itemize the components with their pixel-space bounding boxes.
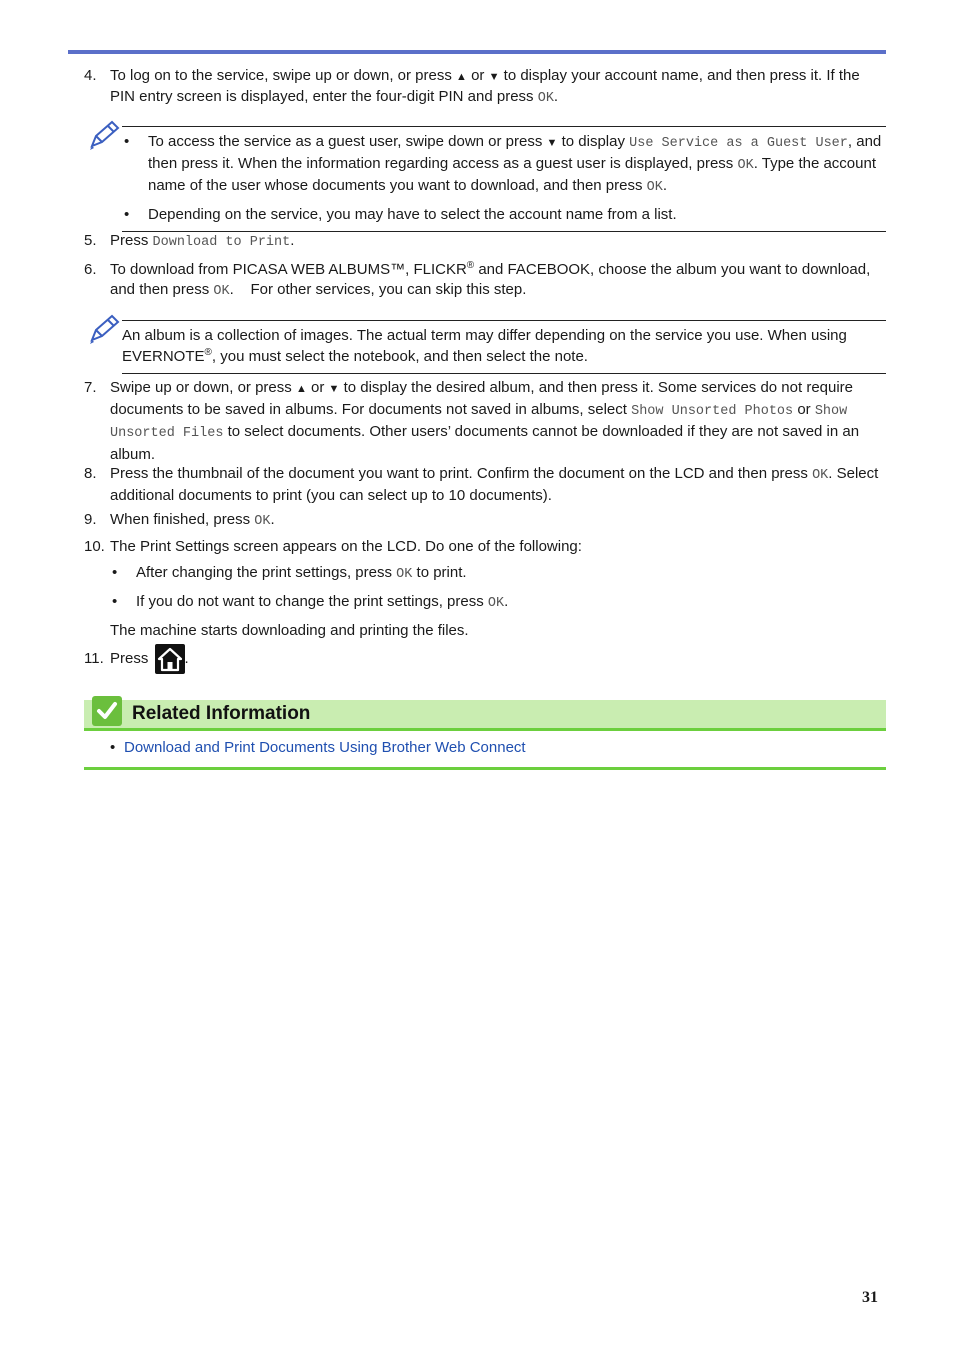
step-text: To download from PICASA WEB ALBUMS™, FLICKR: [110, 261, 467, 278]
show-unsorted-photos-code: Show Unsorted Photos: [631, 403, 794, 419]
note-text: .: [662, 177, 668, 194]
step-6: [84, 260, 886, 302]
page-number: 31: [862, 1289, 878, 1306]
step-number: 11.: [84, 650, 104, 667]
step-text: or: [311, 379, 325, 396]
bullet: •: [124, 133, 130, 150]
ok-code: OK: [737, 158, 754, 173]
ok-code: OK: [812, 468, 829, 483]
up-arrow-icon: ▲: [456, 71, 467, 83]
ok-code: OK: [646, 180, 663, 195]
step-number: 4.: [84, 67, 97, 84]
down-arrow-icon: ▼: [546, 137, 558, 149]
checkmark-icon: [92, 696, 122, 726]
step-11: [84, 648, 886, 678]
step-text: The Print Settings screen appears on the LCD. Do one of the following:: [110, 538, 582, 555]
step-text: Press: [110, 650, 149, 667]
step-text: .: [270, 511, 275, 528]
step-9: [84, 510, 886, 532]
note-text: . Type the account name of the user whose documents you want to download, and then press: [148, 155, 876, 194]
step-10: [84, 537, 886, 641]
step-text: If you do not want to change the print settings, press: [136, 593, 484, 610]
note-text: , you must select the notebook, and then select the note.: [211, 348, 588, 365]
ok-code: OK: [213, 284, 230, 299]
ok-code: OK: [487, 596, 505, 611]
bullet: •: [112, 564, 118, 581]
down-arrow-icon: ▼: [328, 383, 340, 395]
step-number: 9.: [84, 511, 97, 528]
pencil-icon: [86, 120, 120, 152]
step-5: [84, 231, 886, 253]
related-bottom-rule: [84, 767, 886, 770]
step-number: 8.: [84, 465, 97, 482]
related-links-list: [84, 738, 886, 758]
ok-code: OK: [254, 514, 271, 529]
step-number: 10.: [84, 538, 105, 555]
down-arrow-icon: ▼: [488, 71, 500, 83]
bullet: •: [110, 739, 116, 756]
step-text: or: [471, 67, 485, 84]
step-4: [84, 66, 886, 109]
show-unsorted-files-code: Show Unsorted Files: [110, 403, 848, 441]
up-arrow-icon: ▲: [295, 383, 307, 395]
related-information-header: [84, 700, 886, 731]
step-number: 7.: [84, 379, 97, 396]
download-to-print-code: Download to Print: [152, 235, 291, 250]
note-bullet: [122, 132, 886, 198]
step-text: or: [797, 400, 811, 418]
step-8: [84, 464, 886, 506]
note-text: to display: [561, 133, 625, 150]
step-number: 6.: [84, 261, 97, 278]
step-text: .: [553, 88, 559, 105]
note-bullet: [122, 205, 886, 225]
note-text: To access the service as a guest user, swipe down or press: [148, 133, 543, 150]
step-text: and FACEBOOK, choose the album you want to download, and then press: [110, 261, 871, 298]
pencil-icon: [86, 314, 120, 346]
note-text: , and then press it. When the information regarding access as a guest user is displayed, press: [148, 133, 882, 172]
home-icon: [155, 644, 185, 674]
step-text: Swipe up or down, or press: [110, 379, 292, 396]
note-text: An album is a collection of images. The actual term may differ depending on the service you use. When using EVERNOTE: [122, 327, 847, 365]
step-text: .: [504, 593, 509, 610]
bullet: •: [112, 593, 118, 610]
step-text: . Select additional documents to print (you can select up to 10 documents).: [110, 465, 879, 504]
step-text: When finished, press: [110, 511, 251, 528]
step-text: to display the desired album, and then press it. Some services do not require documents to be saved in albums. For documents not saved in albums, select: [110, 379, 854, 418]
bullet: •: [124, 206, 130, 223]
step-text: Press the thumbnail of the document you want to print. Confirm the document on the LCD and then press: [110, 465, 808, 482]
guest-code: Use Service as a Guest User: [629, 136, 848, 151]
step-sub-bullet: [110, 563, 886, 585]
list-item: [84, 738, 886, 758]
step-sub-bullet: [110, 592, 886, 614]
step-number: 5.: [84, 232, 97, 249]
step-text: to select documents. Other users’ documents cannot be downloaded if they are not saved in an album.: [110, 423, 860, 463]
step-text: . For other services, you can skip this step.: [229, 281, 527, 298]
ok-code: OK: [396, 567, 413, 582]
step-7: [84, 378, 886, 465]
registered-mark: ®: [204, 347, 212, 358]
step-text: To log on to the service, swipe up or down, or press: [110, 67, 452, 84]
step-text: After changing the print settings, press: [136, 564, 392, 581]
note-text: Depending on the service, you may have to select the account name from a list.: [148, 206, 677, 223]
related-information-title: Related Information: [132, 703, 311, 724]
step-text: Press: [110, 232, 149, 249]
step-text: The machine starts downloading and printing the files.: [110, 622, 469, 639]
registered-mark: ®: [466, 260, 475, 271]
related-link[interactable]: Download and Print Documents Using Brother Web Connect: [124, 739, 526, 756]
step-text: to display your account name, and then press it. If the PIN entry screen is displayed, enter the four-digit PIN and press: [110, 67, 860, 105]
step-text: .: [290, 232, 295, 249]
header-rule: [68, 50, 886, 54]
step-text: .: [184, 650, 189, 667]
ok-code: OK: [537, 91, 554, 106]
step-text: to print.: [416, 564, 467, 581]
